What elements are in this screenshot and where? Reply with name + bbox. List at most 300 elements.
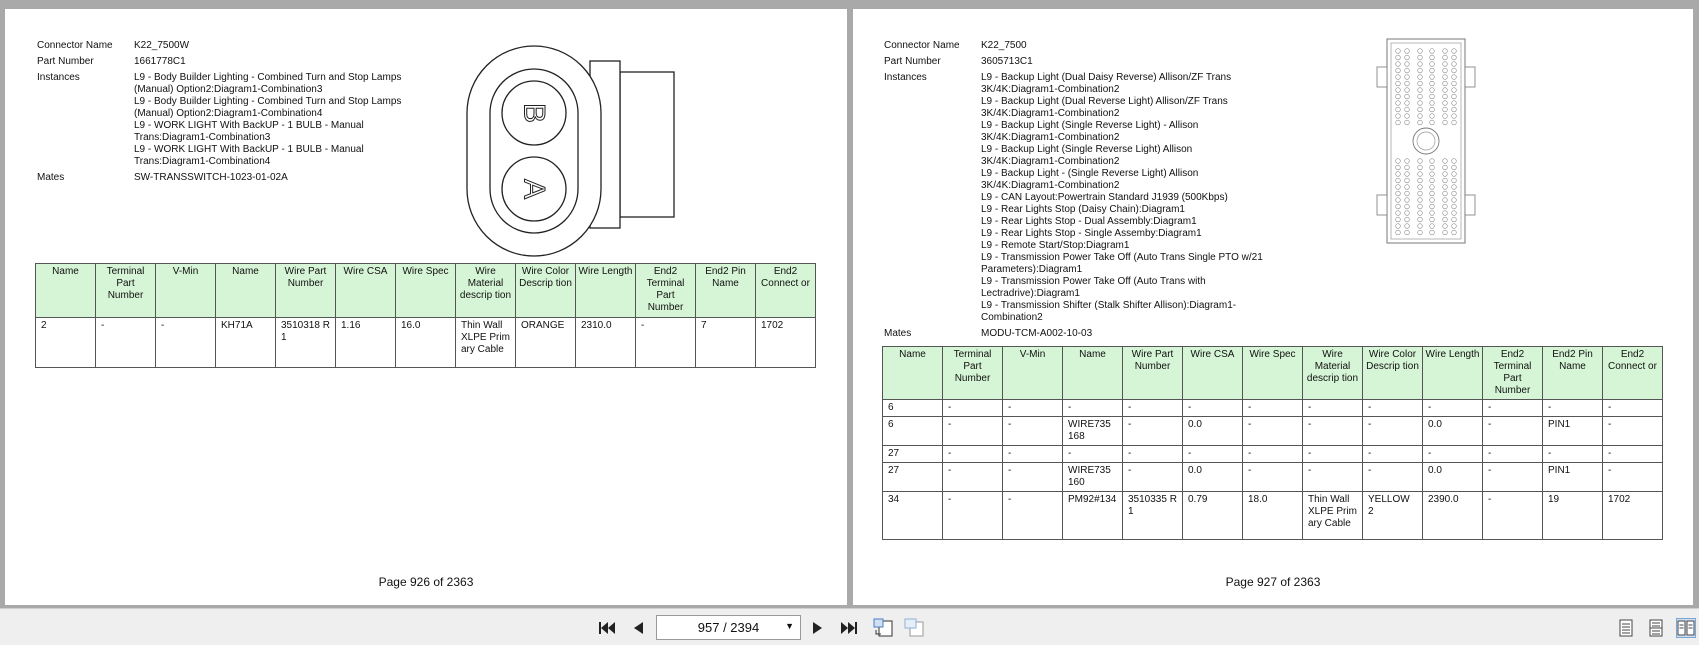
- table-cell: 0.0: [1423, 463, 1483, 492]
- pin-cavity: [1430, 101, 1435, 106]
- pin-cavity: [1443, 211, 1448, 216]
- table-cell: -: [1003, 417, 1063, 446]
- column-header: Name: [883, 347, 943, 400]
- table-cell: -: [156, 318, 216, 368]
- mates-value: SW-TRANSSWITCH-1023-01-02A: [134, 172, 288, 183]
- pin-cavity: [1405, 81, 1410, 86]
- table-cell: -: [1003, 446, 1063, 463]
- column-header: End2 Connect or: [756, 264, 816, 318]
- single-page-view-icon[interactable]: [1616, 618, 1636, 638]
- prev-page-icon[interactable]: [627, 617, 649, 639]
- table-cell: 3510335 R1: [1123, 492, 1183, 540]
- pin-cavity: [1443, 204, 1448, 209]
- pin-cavity: [1443, 75, 1448, 80]
- column-header: Terminal Part Number: [96, 264, 156, 318]
- continuous-view-icon[interactable]: [1646, 618, 1666, 638]
- pin-cavity: [1405, 178, 1410, 183]
- column-header: End2 Terminal Part Number: [1483, 347, 1543, 400]
- wire-table: [882, 346, 1663, 540]
- pin-cavity: [1452, 62, 1457, 67]
- instance-line: L9 - Backup Light (Single Reverse Light) Allison: [981, 144, 1193, 155]
- table-cell: -: [1483, 446, 1543, 463]
- pin-cavity: [1418, 185, 1423, 190]
- table-cell: -: [1423, 446, 1483, 463]
- connector-name-value: K22_7500: [981, 40, 1027, 51]
- pin-cavity: [1396, 55, 1401, 60]
- column-header: Wire CSA: [1183, 347, 1243, 400]
- instance-line: L9 - WORK LIGHT With BackUP - 1 BULB - Manual: [134, 144, 364, 155]
- column-header: Name: [36, 264, 96, 318]
- pin-cavity: [1396, 120, 1401, 125]
- table-cell: PIN1: [1543, 417, 1603, 446]
- pin-cavity: [1396, 62, 1401, 67]
- pin-cavity: [1430, 211, 1435, 216]
- pin-cavity: [1452, 55, 1457, 60]
- instance-line: Parameters):Diagram1: [981, 264, 1083, 275]
- column-header: Wire Material descrip tion: [456, 264, 516, 318]
- table-cell: 19: [1543, 492, 1603, 540]
- table-cell: -: [1543, 446, 1603, 463]
- table-cell: 27: [883, 446, 943, 463]
- pin-cavity: [1418, 217, 1423, 222]
- column-header: Wire Material descrip tion: [1303, 347, 1363, 400]
- pin-cavity: [1418, 204, 1423, 209]
- pin-cavity: [1430, 230, 1435, 235]
- instance-line: Combination2: [981, 312, 1043, 323]
- pin-cavity: [1396, 211, 1401, 216]
- pin-cavity: [1443, 55, 1448, 60]
- pin-cavity: [1418, 165, 1423, 170]
- column-header: End2 Connect or: [1603, 347, 1663, 400]
- instance-line: 3K/4K:Diagram1-Combination2: [981, 132, 1120, 143]
- pin-cavity: [1452, 178, 1457, 183]
- part-number-label: Part Number: [37, 56, 94, 67]
- table-cell: -: [1243, 400, 1303, 417]
- pin-cavity: [1452, 68, 1457, 73]
- pin-cavity: [1405, 88, 1410, 93]
- pin-cavity: [1452, 120, 1457, 125]
- pin-cavity: [1452, 49, 1457, 54]
- instance-line: L9 - Backup Light (Single Reverse Light) - Allison: [981, 120, 1199, 131]
- column-header: Wire Part Number: [1123, 347, 1183, 400]
- instance-line: 3K/4K:Diagram1-Combination2: [981, 84, 1120, 95]
- pin-cavity: [1396, 101, 1401, 106]
- pin-cavity: [1430, 172, 1435, 177]
- pin-cavity: [1418, 114, 1423, 119]
- instances-list: [134, 72, 424, 168]
- table-cell: KH71A: [216, 318, 276, 368]
- connector-name-value: K22_7500W: [134, 40, 190, 51]
- column-header: Wire CSA: [336, 264, 396, 318]
- instances-label: Instances: [884, 72, 927, 83]
- wire-table: [35, 263, 816, 368]
- pin-cavity: [1405, 101, 1410, 106]
- instance-line: Trans:Diagram1-Combination4: [134, 156, 271, 167]
- pin-cavity: [1405, 49, 1410, 54]
- table-cell: -: [1123, 400, 1183, 417]
- pin-cavity: [1396, 159, 1401, 164]
- pin-cavity: [1405, 172, 1410, 177]
- two-page-view-icon[interactable]: [1676, 618, 1696, 638]
- pin-cavity: [1452, 94, 1457, 99]
- pin-cavity: [1443, 114, 1448, 119]
- connector-diagram: [460, 39, 690, 269]
- pin-cavity: [1452, 107, 1457, 112]
- instance-line: Lectradrive):Diagram1: [981, 288, 1080, 299]
- table-cell: -: [96, 318, 156, 368]
- pin-cavity: [1443, 88, 1448, 93]
- pin-cavity: [1452, 230, 1457, 235]
- table-cell: -: [1483, 492, 1543, 540]
- instance-line: (Manual) Option2:Diagram1-Combination3: [134, 84, 323, 95]
- pin-cavity: [1418, 107, 1423, 112]
- table-cell: 34: [883, 492, 943, 540]
- pin-cavity: [1452, 204, 1457, 209]
- pin-cavity: [1430, 68, 1435, 73]
- table-cell: -: [1123, 446, 1183, 463]
- table-cell: -: [1123, 417, 1183, 446]
- instances-list: [981, 72, 1281, 324]
- pin-cavity: [1405, 211, 1410, 216]
- table-cell: -: [1243, 463, 1303, 492]
- pin-cavity: [1405, 107, 1410, 112]
- table-cell: -: [1483, 417, 1543, 446]
- pin-cavity: [1396, 165, 1401, 170]
- table-cell: -: [1123, 463, 1183, 492]
- pin-cavity: [1405, 159, 1410, 164]
- pin-cavity: [1405, 114, 1410, 119]
- pin-cavity: [1452, 101, 1457, 106]
- column-header: Wire Color Descrip tion: [516, 264, 576, 318]
- fit-width-icon[interactable]: [903, 617, 925, 639]
- mates-label: Mates: [884, 328, 912, 339]
- connector-name-label: Connector Name: [884, 40, 960, 51]
- table-cell: -: [1603, 446, 1663, 463]
- table-cell: -: [1303, 446, 1363, 463]
- pin-cavity: [1443, 178, 1448, 183]
- table-cell: -: [943, 463, 1003, 492]
- instance-line: L9 - Rear Lights Stop - Single Assemby:Diagram1: [981, 228, 1202, 239]
- pin-cavity: [1418, 230, 1423, 235]
- pin-cavity: [1405, 224, 1410, 229]
- table-cell: -: [1183, 446, 1243, 463]
- table-cell: 1702: [756, 318, 816, 368]
- table-cell: -: [1363, 417, 1423, 446]
- table-cell: ORANGE: [516, 318, 576, 368]
- table-cell: 6: [883, 417, 943, 446]
- pin-cavity: [1396, 94, 1401, 99]
- pin-cavity: [1452, 114, 1457, 119]
- pin-cavity: [1405, 217, 1410, 222]
- instance-line: 3K/4K:Diagram1-Combination2: [981, 180, 1120, 191]
- pin-cavity: [1430, 120, 1435, 125]
- page-indicator-text: 957 / 2394: [697, 620, 760, 635]
- next-page-icon[interactable]: [807, 617, 829, 639]
- pin-cavity: [1452, 165, 1457, 170]
- pin-cavity: [1430, 88, 1435, 93]
- pin-cavity: [1405, 204, 1410, 209]
- table-cell: 3510318 R1: [276, 318, 336, 368]
- pin-cavity: [1452, 75, 1457, 80]
- pin-cavity: [1443, 81, 1448, 86]
- pin-cavity: [1405, 191, 1410, 196]
- table-cell: -: [943, 417, 1003, 446]
- instance-line: L9 - Backup Light (Dual Daisy Reverse) Allison/ZF Trans: [981, 72, 1232, 83]
- pin-cavity: [1405, 55, 1410, 60]
- pin-cavity: [1443, 68, 1448, 73]
- pin-cavity: [1430, 185, 1435, 190]
- pin-cavity: [1452, 191, 1457, 196]
- table-header-row: [883, 347, 1663, 400]
- pin-cavity: [1430, 81, 1435, 86]
- pin-cavity: [1396, 114, 1401, 119]
- column-header: Name: [1063, 347, 1123, 400]
- instances-label: Instances: [37, 72, 80, 83]
- pin-cavity: [1418, 211, 1423, 216]
- table-cell: 27: [883, 463, 943, 492]
- part-number-value: 3605713C1: [981, 56, 1033, 67]
- pin-cavity: [1452, 185, 1457, 190]
- pin-cavity: [1443, 159, 1448, 164]
- column-header: Wire Spec: [1243, 347, 1303, 400]
- table-cell: -: [943, 492, 1003, 540]
- instance-line: 3K/4K:Diagram1-Combination2: [981, 108, 1120, 119]
- pin-cavity: [1396, 178, 1401, 183]
- page-number-input[interactable]: [656, 615, 801, 640]
- document-page-right: [853, 9, 1693, 605]
- pin-cavity: [1396, 204, 1401, 209]
- pin-cavity: [1443, 49, 1448, 54]
- table-cell: -: [1603, 417, 1663, 446]
- column-header: Wire Length: [1423, 347, 1483, 400]
- pin-cavity: [1430, 107, 1435, 112]
- column-header: Name: [216, 264, 276, 318]
- pin-cavity: [1443, 94, 1448, 99]
- table-cell: 1.16: [336, 318, 396, 368]
- instance-line: L9 - WORK LIGHT With BackUP - 1 BULB - Manual: [134, 120, 364, 131]
- table-cell: 0.0: [1183, 417, 1243, 446]
- table-cell: -: [1363, 446, 1423, 463]
- pin-cavity: [1430, 114, 1435, 119]
- fit-page-icon[interactable]: [872, 617, 894, 639]
- pin-cavity: [1430, 75, 1435, 80]
- table-cell: YELLOW 2: [1363, 492, 1423, 540]
- table-row: [883, 417, 1663, 446]
- table-header-row: [36, 264, 816, 318]
- instance-line: L9 - Rear Lights Stop - Dual Assembly:Diagram1: [981, 216, 1197, 227]
- column-header: Wire Part Number: [276, 264, 336, 318]
- connector-meta: [884, 40, 1281, 344]
- column-header: End2 Pin Name: [1543, 347, 1603, 400]
- instance-line: L9 - Transmission Power Take Off (Auto Trans with: [981, 276, 1206, 287]
- pin-cavity: [1418, 224, 1423, 229]
- pin-cavity: [1405, 62, 1410, 67]
- table-cell: -: [943, 446, 1003, 463]
- pin-cavity: [1418, 68, 1423, 73]
- table-cell: WIRE735 160: [1063, 463, 1123, 492]
- instance-line: L9 - Remote Start/Stop:Diagram1: [981, 240, 1130, 251]
- part-number-value: 1661778C1: [134, 56, 186, 67]
- pin-cavity: [1443, 101, 1448, 106]
- column-header: V-Min: [1003, 347, 1063, 400]
- pin-cavity: [1405, 198, 1410, 203]
- table-cell: 6: [883, 400, 943, 417]
- instance-line: L9 - Rear Lights Stop (Daisy Chain):Diagram1: [981, 204, 1185, 215]
- pin-cavity: [1443, 230, 1448, 235]
- table-cell: 0.79: [1183, 492, 1243, 540]
- table-cell: -: [1303, 400, 1363, 417]
- table-row: [883, 400, 1663, 417]
- table-cell: -: [636, 318, 696, 368]
- pin-cavity: [1396, 81, 1401, 86]
- pin-cavity: [1405, 185, 1410, 190]
- document-page-left: [5, 9, 847, 605]
- pin-cavity: [1396, 172, 1401, 177]
- table-cell: -: [1243, 417, 1303, 446]
- connector-meta: [37, 40, 424, 188]
- pin-cavity: [1405, 75, 1410, 80]
- column-header: End2 Terminal Part Number: [636, 264, 696, 318]
- table-cell: WIRE735 168: [1063, 417, 1123, 446]
- table-cell: -: [1483, 463, 1543, 492]
- table-cell: -: [1423, 400, 1483, 417]
- instance-line: 3K/4K:Diagram1-Combination2: [981, 156, 1120, 167]
- pin-cavity: [1418, 120, 1423, 125]
- table-cell: 0.0: [1423, 417, 1483, 446]
- table-cell: -: [1243, 446, 1303, 463]
- connector-name-label: Connector Name: [37, 40, 113, 51]
- pin-cavity: [1452, 217, 1457, 222]
- pin-cavity: [1430, 191, 1435, 196]
- table-cell: 7: [696, 318, 756, 368]
- table-cell: 1702: [1603, 492, 1663, 540]
- pin-cavity: [1430, 55, 1435, 60]
- table-cell: Thin Wall XLPE Primary Cable: [456, 318, 516, 368]
- table-cell: -: [1003, 492, 1063, 540]
- pin-cavity: [1396, 75, 1401, 80]
- instance-line: (Manual) Option2:Diagram1-Combination4: [134, 108, 323, 119]
- pin-cavity: [1430, 159, 1435, 164]
- pin-cavity: [1418, 81, 1423, 86]
- pin-cavity: [1452, 81, 1457, 86]
- table-cell: -: [1063, 400, 1123, 417]
- table-row: [36, 318, 816, 368]
- table-cell: PIN1: [1543, 463, 1603, 492]
- chevron-down-icon[interactable]: ▼: [785, 621, 794, 631]
- table-cell: -: [1063, 446, 1123, 463]
- pin-cavity: [1443, 224, 1448, 229]
- pin-cavity: [1396, 230, 1401, 235]
- table-row: [883, 492, 1663, 540]
- pin-cavity: [1418, 75, 1423, 80]
- pin-cavity: [1418, 94, 1423, 99]
- pin-cavity: [1396, 198, 1401, 203]
- pin-cavity: [1443, 185, 1448, 190]
- pin-cavity: [1430, 217, 1435, 222]
- pin-cavity: [1396, 217, 1401, 222]
- connector-diagram: [1373, 37, 1477, 247]
- pin-cavity: [1430, 165, 1435, 170]
- pin-cavity: [1452, 211, 1457, 216]
- pin-cavity: [1405, 68, 1410, 73]
- pin-cavity: [1443, 198, 1448, 203]
- pin-cavity: [1430, 224, 1435, 229]
- table-cell: -: [1183, 400, 1243, 417]
- pin-cavity: [1405, 230, 1410, 235]
- pin-cavity: [1418, 191, 1423, 196]
- pin-cavity: [1443, 120, 1448, 125]
- table-cell: 16.0: [396, 318, 456, 368]
- pin-cavity: [1452, 88, 1457, 93]
- first-page-icon[interactable]: [596, 617, 618, 639]
- pin-cavity: [1418, 198, 1423, 203]
- pin-cavity: [1418, 172, 1423, 177]
- pin-cavity: [1443, 191, 1448, 196]
- pin-cavity: [1418, 49, 1423, 54]
- instance-line: L9 - Body Builder Lighting - Combined Turn and Stop Lamps: [134, 72, 402, 83]
- instance-line: L9 - CAN Layout:Powertrain Standard J1939 (500Kbps): [981, 192, 1228, 203]
- pin-cavity: [1418, 159, 1423, 164]
- pin-cavity: [1418, 178, 1423, 183]
- table-cell: 2: [36, 318, 96, 368]
- table-cell: Thin Wall XLPE Primary Cable: [1303, 492, 1363, 540]
- pin-cavity: [1405, 165, 1410, 170]
- pin-cavity: [1396, 224, 1401, 229]
- table-row: [883, 463, 1663, 492]
- pin-cavity: [1443, 217, 1448, 222]
- instance-line: L9 - Transmission Power Take Off (Auto Trans Single PTO w/21: [981, 252, 1263, 263]
- instance-line: L9 - Backup Light - (Single Reverse Light) Allison: [981, 168, 1199, 179]
- pin-cavity: [1430, 62, 1435, 67]
- page-number: Page 926 of 2363: [378, 575, 474, 589]
- table-cell: -: [1603, 400, 1663, 417]
- instance-line: L9 - Backup Light (Dual Reverse Light) Allison/ZF Trans: [981, 96, 1228, 107]
- column-header: V-Min: [156, 264, 216, 318]
- table-cell: -: [1483, 400, 1543, 417]
- table-cell: 2390.0: [1423, 492, 1483, 540]
- pin-cavity: [1396, 107, 1401, 112]
- mates-label: Mates: [37, 172, 65, 183]
- pin-cavity: [1418, 88, 1423, 93]
- page-number: Page 927 of 2363: [1225, 575, 1321, 589]
- pin-cavity: [1396, 88, 1401, 93]
- pin-cavity: [1452, 172, 1457, 177]
- table-cell: -: [1363, 463, 1423, 492]
- column-header: Terminal Part Number: [943, 347, 1003, 400]
- table-cell: PM92#134: [1063, 492, 1123, 540]
- last-page-icon[interactable]: [838, 617, 860, 639]
- cavity-label-a: A: [517, 178, 551, 200]
- pin-cavity: [1418, 101, 1423, 106]
- pin-cavity: [1452, 198, 1457, 203]
- pin-cavity: [1443, 107, 1448, 112]
- instance-line: L9 - Transmission Shifter (Stalk Shifter Allison):Diagram1-: [981, 300, 1237, 311]
- pin-cavity: [1443, 62, 1448, 67]
- table-cell: -: [1303, 417, 1363, 446]
- pin-cavity: [1418, 55, 1423, 60]
- column-header: End2 Pin Name: [696, 264, 756, 318]
- table-cell: -: [943, 400, 1003, 417]
- pin-cavity: [1396, 185, 1401, 190]
- pin-cavity: [1418, 62, 1423, 67]
- pin-cavity: [1430, 178, 1435, 183]
- mates-value: MODU-TCM-A002-10-03: [981, 328, 1093, 339]
- pin-cavity: [1452, 224, 1457, 229]
- table-cell: -: [1303, 463, 1363, 492]
- pin-cavity: [1430, 204, 1435, 209]
- table-cell: 0.0: [1183, 463, 1243, 492]
- pin-cavity: [1430, 94, 1435, 99]
